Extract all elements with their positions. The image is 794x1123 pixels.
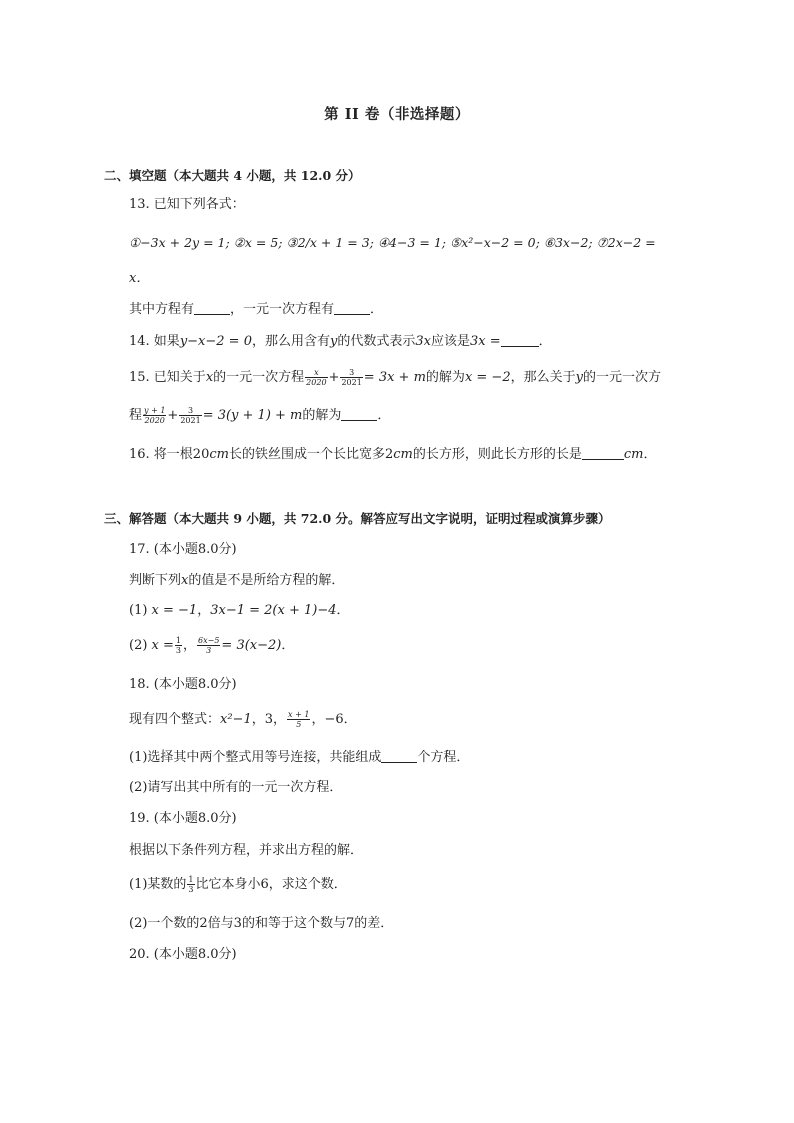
q19-part2: (2)一个数的2倍与3的和等于这个数与7的差． <box>129 916 394 931</box>
q17-part1: (1) x = −1，3x−1 = 2(x + 1)−4． <box>129 603 350 618</box>
q13-blank-1[interactable] <box>194 301 230 315</box>
q18-header: 18. (本小题8.0分) <box>129 677 237 692</box>
q13-question: 其中方程有 ，一元一次方程有 ． <box>129 302 384 317</box>
q13-stem: 13. 已知下列各式： <box>129 197 245 212</box>
q19-header: 19. (本小题8.0分) <box>129 811 237 826</box>
q18-part1: (1)选择其中两个整式用等号连接，共能组成 个方程． <box>129 750 470 765</box>
q13-formulas-line1: ①−3x + 2y = 1; ②x = 5; ③2/x + 1 = 3; ④4−3 = 1; ⑤x²−x−2 = 0; ⑥3x−2; ⑦2x−2 = <box>129 235 656 250</box>
q18-part2: (2)请写出其中所有的一元一次方程． <box>129 780 343 795</box>
q18-blank[interactable] <box>381 749 417 763</box>
section-heading-answer: 三、解答题（本大题共 9 小题，共 72.0 分。解答应写出文字说明，证明过程或演算步骤） <box>104 511 611 526</box>
q15-line1: 15. 已知关于x的一元一次方程 $\frac{x}{2020}$ + $\frac{3}{2021}$ = 3x + m的解为x = −2，那么关于y的一元一次方 <box>129 368 661 387</box>
q19-part1: (1)某数的 $\frac{1}{3}$ 比它本身小6，求这个数． <box>129 875 347 894</box>
q17-part2: (2) x = $\frac{1}{3}$ ， $\frac{6x-5}{3}$ = 3(x−2)． <box>129 636 295 655</box>
q14-blank[interactable] <box>501 333 539 347</box>
q13-blank-2[interactable] <box>334 301 370 315</box>
q18-stem: 现有四个整式：x²−1，3， $\frac{x + 1}{5}$ ，−6． <box>129 710 357 729</box>
q14-question: 14. 如果y−x−2 = 0，那么用含有y的代数式表示3x应该是3x = ． <box>129 334 552 349</box>
q17-stem: 判断下列x的值是不是所给方程的解． <box>129 573 345 588</box>
q16-question: 16. 将一根20cm长的铁丝围成一个长比宽多2cm的长方形，则此长方形的长是 cm． <box>129 447 657 462</box>
q20-header: 20. (本小题8.0分) <box>129 947 237 962</box>
section-heading-fill-blank: 二、填空题（本大题共 4 小题，共 12.0 分） <box>104 168 361 183</box>
q15-blank[interactable] <box>341 407 377 421</box>
q13-formulas-line2: x． <box>129 271 150 286</box>
q15-line2: 程 $\frac{y + 1}{2020}$ + $\frac{3}{2021}$ = 3(y + 1) + m的解为 ． <box>129 406 391 425</box>
q16-blank[interactable] <box>582 446 624 460</box>
q17-header: 17. (本小题8.0分) <box>129 542 237 557</box>
q19-stem: 根据以下条件列方程，并求出方程的解． <box>129 843 364 858</box>
page-title: 第 II 卷（非选择题） <box>324 106 470 123</box>
